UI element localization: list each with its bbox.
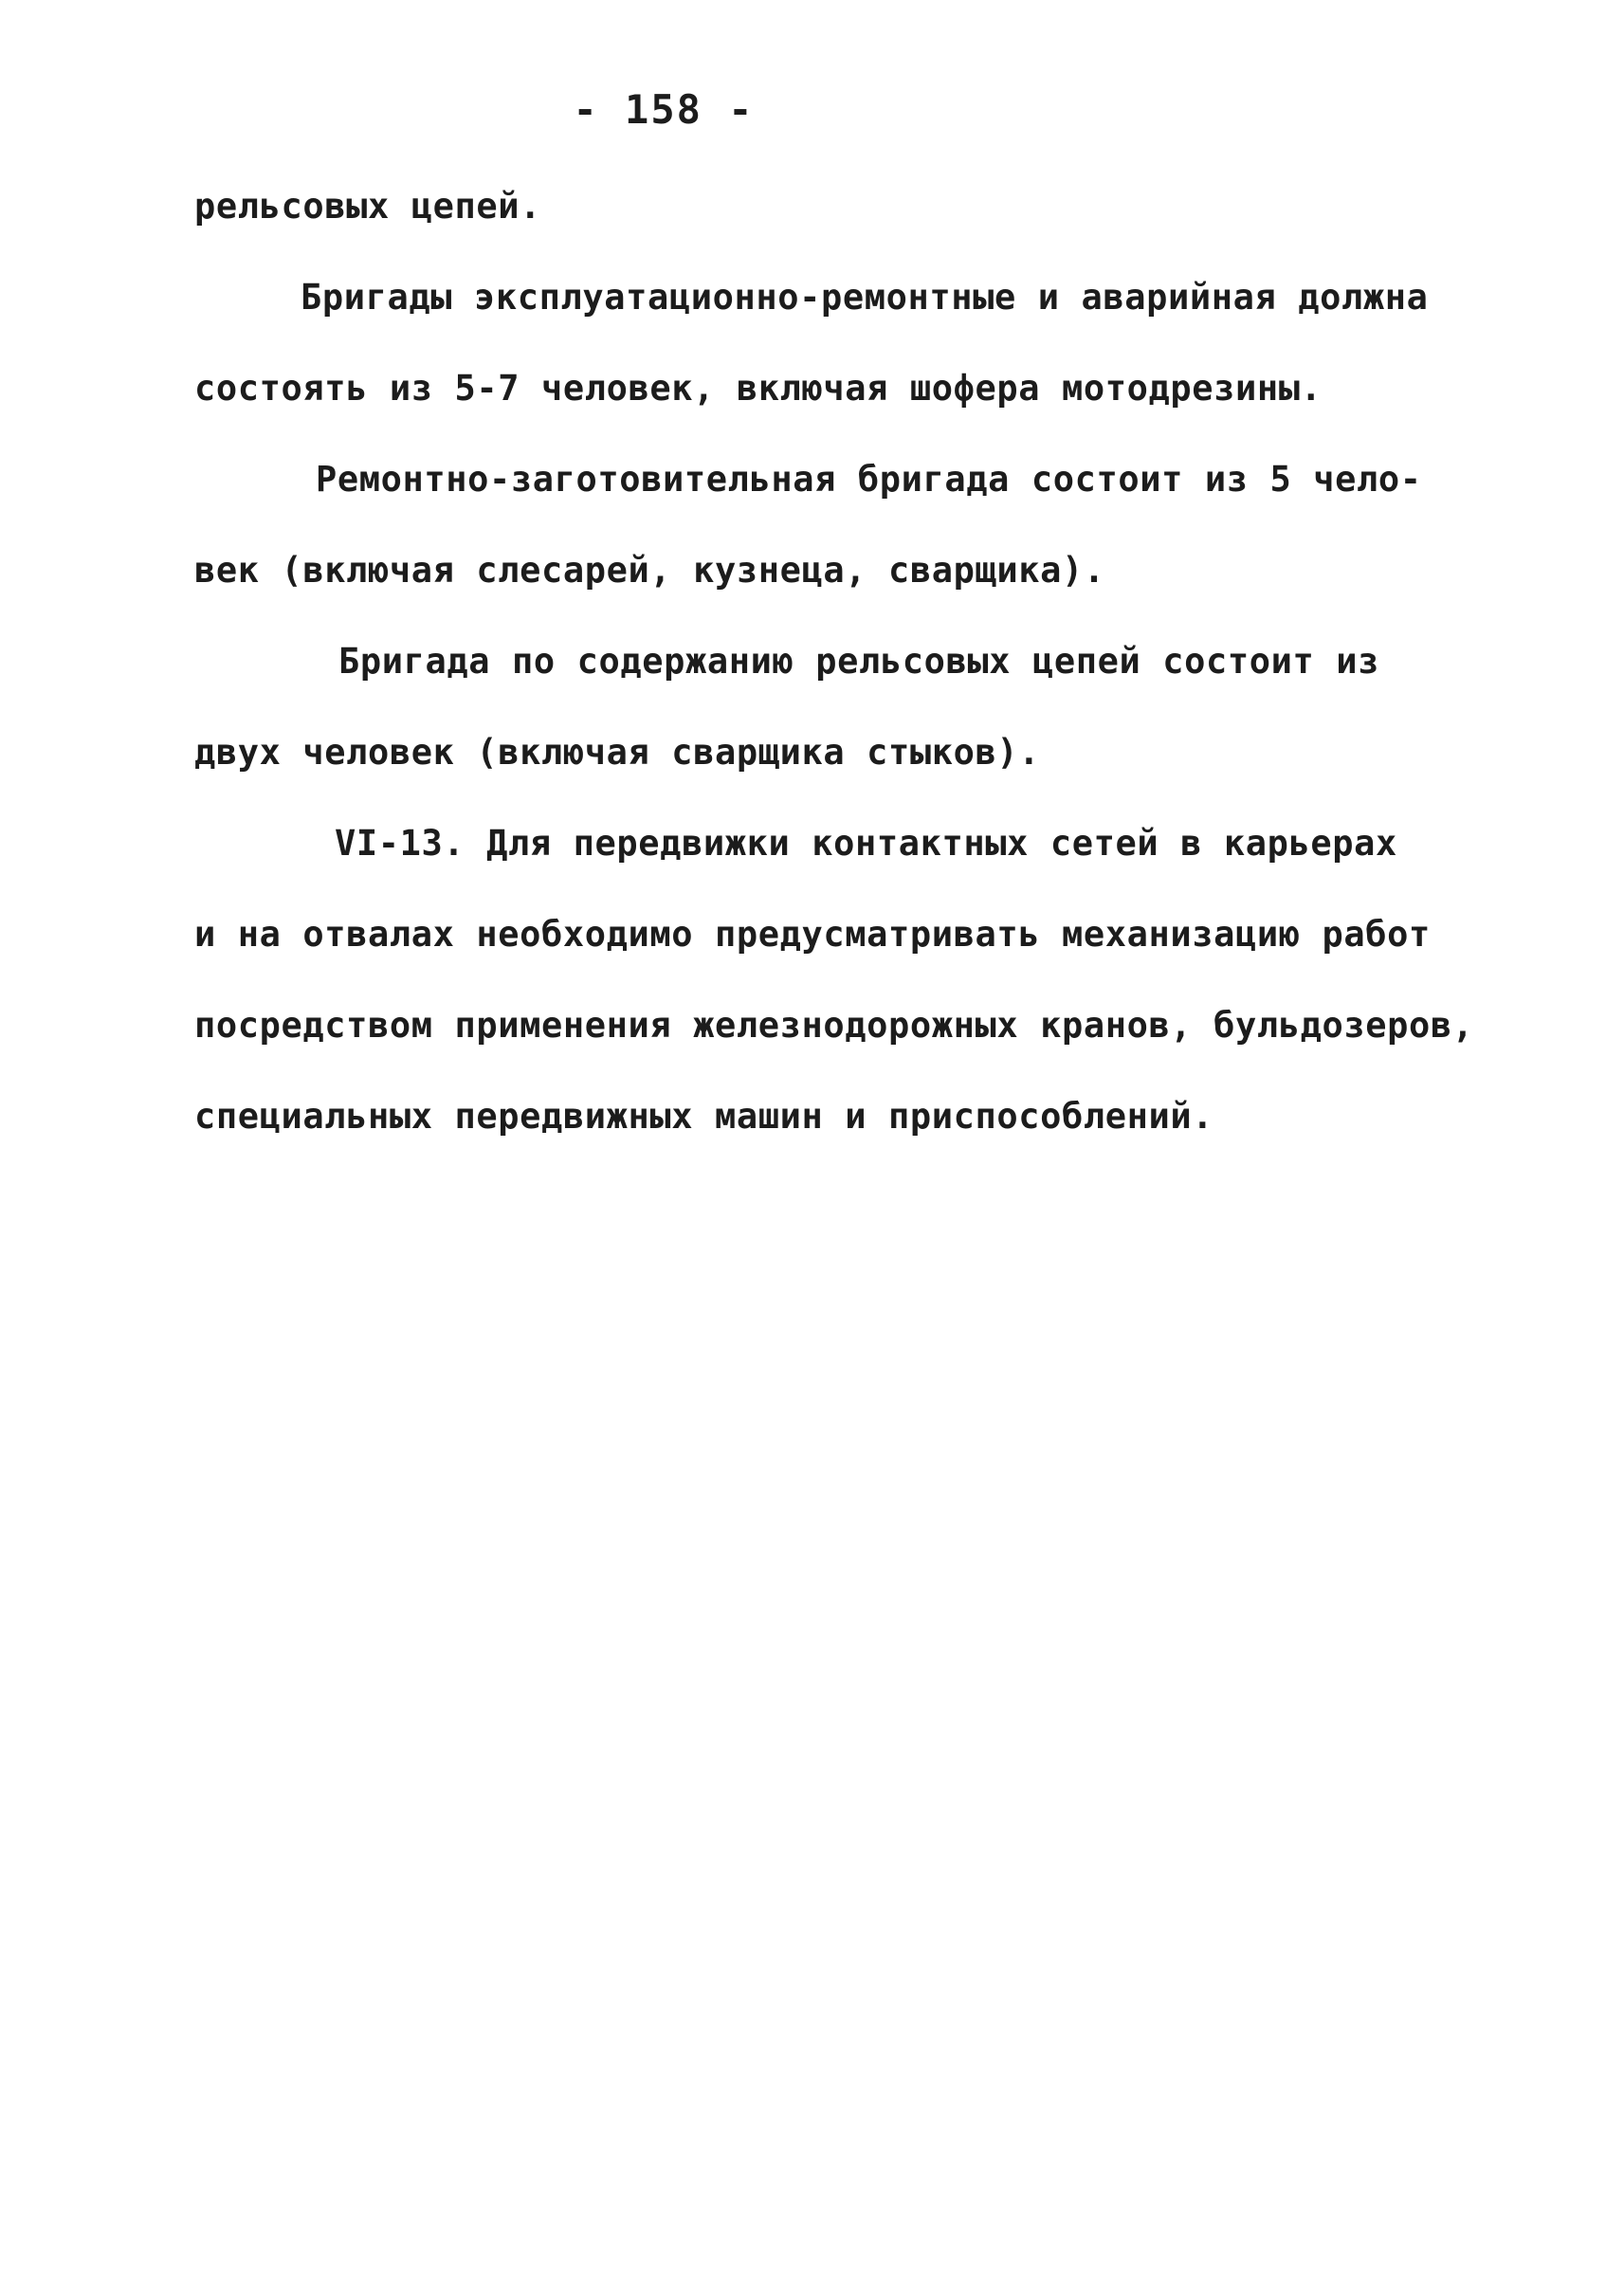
text-line-1: рельсовых цепей. [194,186,542,227]
text-line-8: VI-13. Для передвижки контактных сетей в карьерах [335,823,1397,864]
text-line-6: Бригада по содержанию рельсовых цепей состоит из [338,641,1380,682]
document-body [194,161,1484,1162]
text-line-2: Бригады эксплуатационно-ремонтные и аварийная должна [301,277,1429,318]
text-line-5: век (включая слесарей, кузнеца, сварщика). [194,550,1105,591]
text-line-3: состоять из 5-7 человек, включая шофера мотодрезины. [194,368,1323,409]
text-line-7: двух человек (включая сварщика стыков). [194,732,1041,773]
text-line-10: посредством применения железнодорожных кранов, бульдозеров, [194,1005,1474,1046]
text-line-9: и на отвалах необходимо предусматривать механизацию работ [194,914,1431,955]
text-line-11: специальных передвижных машин и приспособлений. [194,1096,1214,1137]
page-number: - 158 - [573,86,755,133]
text-line-4: Ремонтно-заготовительная бригада состоит из 5 чело- [316,459,1422,500]
